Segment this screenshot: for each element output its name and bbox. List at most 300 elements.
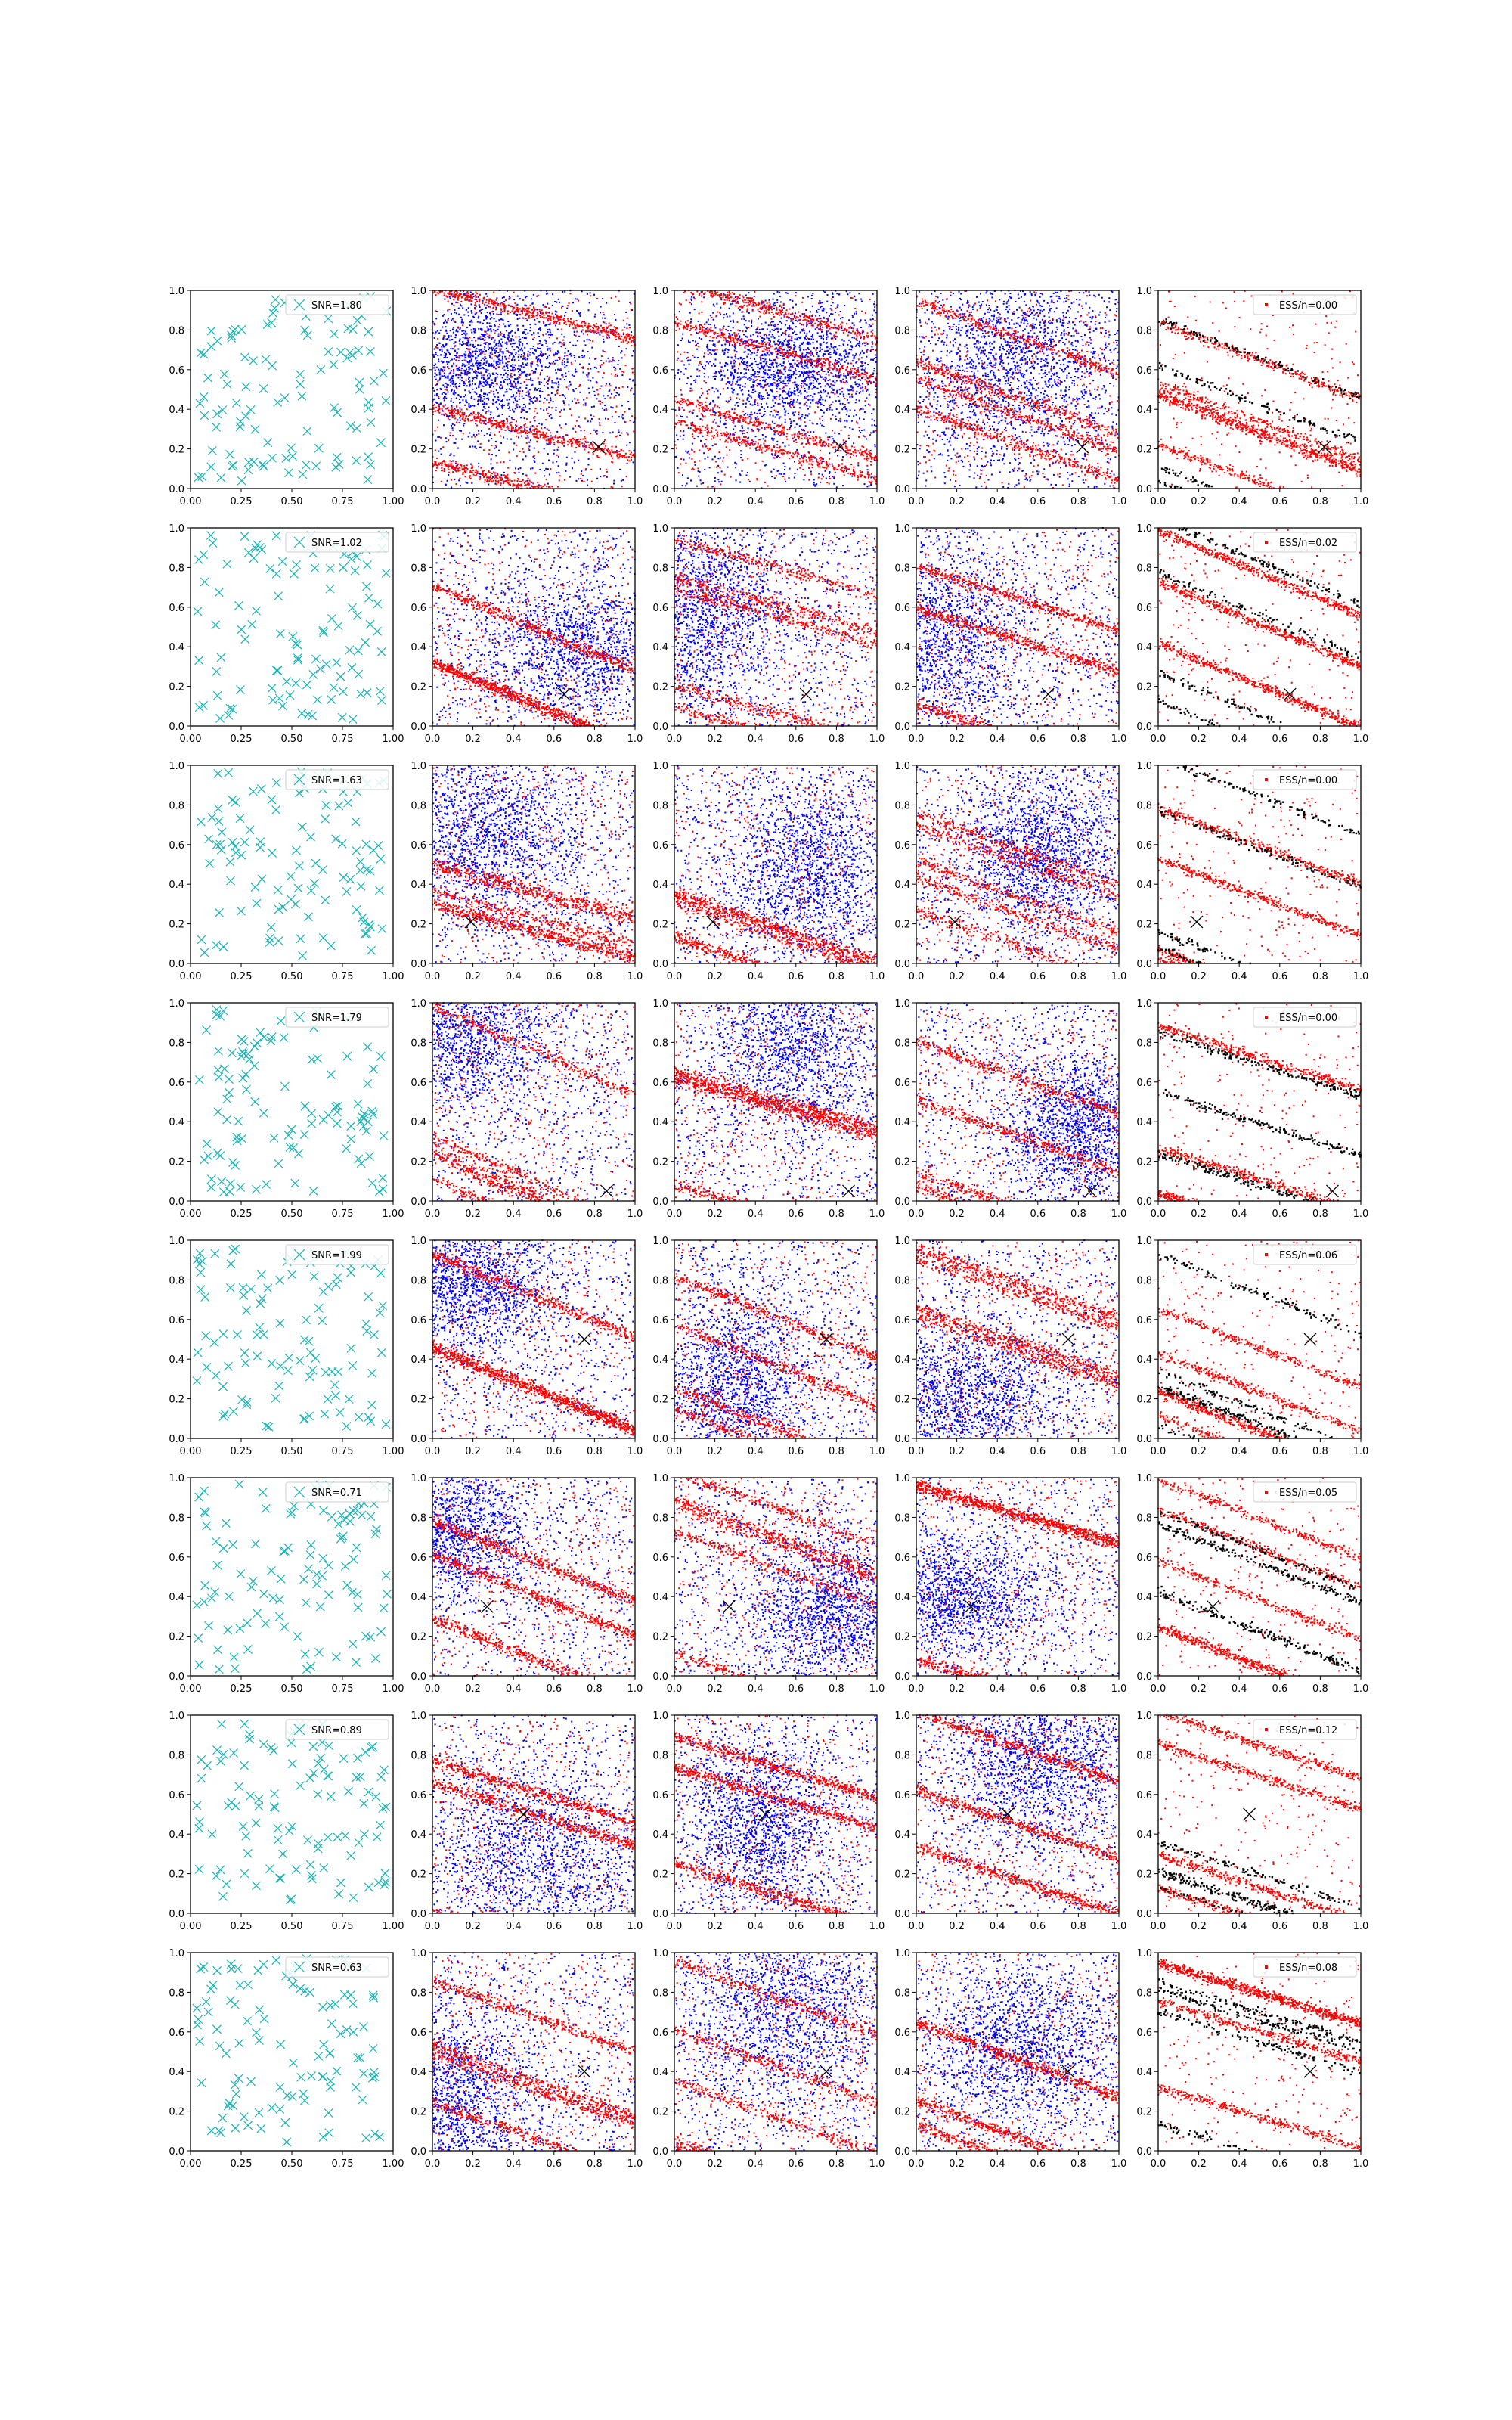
sensor-marker <box>242 383 250 391</box>
blue-sample-point <box>498 346 500 347</box>
sensor-marker <box>223 380 231 389</box>
blue-sample-point <box>473 337 475 338</box>
sensor-marker <box>366 347 374 355</box>
sensor-series <box>194 293 391 486</box>
blue-sample-point <box>517 328 519 330</box>
blue-sample-point <box>460 327 461 329</box>
blue-sample-point <box>543 323 544 324</box>
blue-sample-point <box>536 397 538 399</box>
blue-sample-point <box>563 400 565 402</box>
sensor-marker <box>352 424 361 433</box>
panel-r1-c2 <box>411 286 643 507</box>
blue-sample-point <box>570 384 572 386</box>
blue-sample-point <box>434 395 435 396</box>
blue-sample-point <box>545 366 547 368</box>
blue-sample-point <box>518 360 519 361</box>
blue-sample-point <box>540 408 541 410</box>
blue-sample-point <box>545 343 547 344</box>
blue-sample-point <box>471 332 472 334</box>
blue-sample-point <box>487 383 488 385</box>
blue-sample-point <box>539 401 541 402</box>
blue-sample-point <box>506 389 507 390</box>
sensor-marker <box>244 466 253 474</box>
blue-sample-point <box>462 360 463 361</box>
sensor-marker <box>259 384 268 392</box>
blue-sample-point <box>446 357 448 358</box>
blue-sample-point <box>468 315 469 316</box>
sensor-marker <box>352 457 361 465</box>
x-tick-label: 0.2 <box>465 496 481 507</box>
blue-sample-point <box>596 368 597 369</box>
blue-sample-point <box>478 317 479 318</box>
blue-sample-point <box>534 389 536 391</box>
blue-sample-point <box>512 335 513 337</box>
blue-sample-point <box>488 377 490 379</box>
blue-sample-point <box>510 352 511 353</box>
blue-sample-point <box>528 355 529 357</box>
sensor-marker <box>207 327 215 335</box>
blue-sample-point <box>531 370 533 371</box>
blue-sample-point <box>529 408 531 410</box>
blue-sample-point <box>506 342 507 343</box>
sensor-marker <box>217 473 225 482</box>
sensor-marker <box>330 361 338 369</box>
blue-sample-point <box>590 380 591 382</box>
blue-sample-point <box>600 306 602 308</box>
blue-sample-point <box>553 382 555 383</box>
y-tick-label: 1.0 <box>411 286 426 297</box>
blue-sample-point <box>545 340 547 342</box>
sensor-marker <box>274 399 282 407</box>
blue-sample-point <box>539 343 541 344</box>
blue-sample-point <box>503 380 504 381</box>
sensor-marker <box>197 349 205 357</box>
y-tick-label: 0.6 <box>169 365 184 377</box>
blue-sample-point <box>606 323 607 324</box>
x-tick-label: 0.75 <box>332 496 354 507</box>
blue-sample-point <box>479 310 481 312</box>
blue-sample-point <box>462 373 463 374</box>
blue-sample-point <box>568 371 569 372</box>
sensor-marker <box>367 461 375 469</box>
blue-sample-point <box>510 338 512 340</box>
blue-sample-point <box>463 337 464 338</box>
blue-sample-point <box>445 320 446 321</box>
blue-sample-point <box>569 342 571 343</box>
blue-sample-point <box>511 417 513 419</box>
blue-sample-point <box>554 342 556 343</box>
blue-sample-point <box>566 365 568 366</box>
blue-sample-point <box>510 386 511 387</box>
plot-frame <box>191 290 393 489</box>
blue-sample-point <box>538 321 540 323</box>
sensor-marker <box>302 461 310 469</box>
blue-sample-point <box>483 363 485 365</box>
y-tick-label: 0.2 <box>169 445 184 456</box>
blue-sample-point <box>529 389 531 390</box>
y-tick-label: 0.4 <box>411 405 426 416</box>
blue-sample-point <box>507 405 509 406</box>
blue-sample-point <box>451 303 453 305</box>
blue-sample-point <box>497 352 499 353</box>
blue-sample-point <box>519 365 520 367</box>
sensor-marker <box>280 394 289 402</box>
blue-sample-point <box>461 377 463 379</box>
blue-sample-point <box>490 352 491 354</box>
sensor-marker <box>348 351 356 359</box>
blue-sample-point <box>515 408 516 409</box>
sensor-marker <box>262 355 270 364</box>
blue-sample-point <box>525 329 527 330</box>
sensor-marker <box>213 410 222 418</box>
blue-sample-point <box>538 336 540 337</box>
blue-sample-point <box>497 376 498 377</box>
blue-sample-point <box>441 349 442 350</box>
blue-sample-point <box>493 393 494 395</box>
blue-sample-point <box>524 337 525 339</box>
blue-sample-point <box>440 330 442 331</box>
blue-sample-point <box>536 389 538 391</box>
blue-sample-point <box>462 341 463 343</box>
blue-sample-point <box>464 353 466 355</box>
blue-sample-point <box>479 349 480 351</box>
blue-sample-point <box>579 364 581 365</box>
blue-sample-point <box>448 318 449 319</box>
blue-sample-point <box>524 347 525 349</box>
blue-sample-point <box>513 419 515 420</box>
blue-sample-point <box>503 374 505 376</box>
sensor-marker <box>335 460 343 468</box>
sensor-marker <box>220 370 228 378</box>
sensor-marker <box>349 325 357 334</box>
blue-sample-point <box>475 423 476 424</box>
blue-sample-point <box>518 354 519 355</box>
blue-sample-point <box>513 381 515 383</box>
blue-sample-point <box>459 407 460 408</box>
blue-sample-point <box>485 408 486 409</box>
blue-sample-point <box>548 334 550 336</box>
blue-sample-point <box>487 336 488 337</box>
x-tick-label: 1.00 <box>383 496 404 507</box>
blue-sample-point <box>460 374 461 376</box>
blue-sample-point <box>442 350 443 352</box>
blue-sample-point <box>487 375 488 377</box>
blue-sample-point <box>562 306 563 307</box>
x-tick-label: 0.50 <box>281 496 303 507</box>
blue-sample-point <box>454 408 456 410</box>
blue-sample-point <box>469 344 471 346</box>
blue-sample-point <box>476 348 477 349</box>
blue-sample-point <box>473 346 475 348</box>
blue-sample-point <box>493 386 494 387</box>
blue-sample-point <box>459 417 460 418</box>
sensor-marker <box>303 427 311 436</box>
sensor-marker <box>251 425 259 433</box>
sensor-marker <box>237 476 246 485</box>
blue-sample-point <box>550 399 552 401</box>
blue-sample-point <box>538 388 539 389</box>
x-tick-label: 0.00 <box>180 496 202 507</box>
blue-sample-point <box>513 349 515 350</box>
blue-sample-point <box>442 327 443 328</box>
sensor-marker <box>317 365 325 374</box>
blue-sample-point <box>536 356 538 358</box>
blue-sample-point <box>488 440 490 442</box>
blue-sample-point <box>460 372 462 374</box>
blue-sample-point <box>563 343 565 344</box>
sensor-marker <box>282 454 290 462</box>
sensor-marker <box>237 325 246 334</box>
blue-sample-point <box>436 389 438 390</box>
sensor-marker <box>379 369 387 377</box>
blue-sample-point <box>514 374 516 376</box>
blue-sample-point <box>533 333 534 334</box>
blue-sample-point <box>512 346 513 347</box>
panel-r1-c1 <box>169 286 404 507</box>
sensor-marker <box>324 348 333 356</box>
sensor-marker <box>355 378 364 386</box>
blue-sample-point <box>579 315 581 317</box>
x-tick-label: 0.8 <box>587 496 603 507</box>
blue-sample-point <box>465 335 466 337</box>
blue-sample-point <box>525 395 527 396</box>
x-tick-label: 1.0 <box>627 496 643 507</box>
blue-sample-point <box>516 396 517 397</box>
blue-sample-point <box>472 389 473 390</box>
blue-sample-point <box>449 353 451 355</box>
blue-sample-point <box>544 427 546 429</box>
sensor-marker <box>367 418 375 427</box>
blue-sample-point <box>478 396 479 397</box>
blue-sample-point <box>507 374 509 376</box>
blue-sample-point <box>574 357 575 358</box>
blue-sample-point <box>447 366 448 368</box>
blue-sample-point <box>588 309 590 311</box>
sensor-marker <box>268 454 276 462</box>
blue-sample-point <box>463 322 464 324</box>
blue-sample-point <box>438 332 440 334</box>
blue-sample-point <box>451 365 453 367</box>
blue-sample-point <box>454 358 455 360</box>
blue-sample-point <box>442 384 444 386</box>
sensor-marker <box>333 453 341 461</box>
blue-sample-point <box>522 473 524 475</box>
sensor-marker <box>324 315 333 323</box>
blue-sample-point <box>464 405 466 406</box>
blue-sample-point <box>514 378 516 380</box>
blue-sample-point <box>548 460 550 461</box>
blue-sample-point <box>548 430 550 431</box>
blue-sample-point <box>534 324 536 325</box>
blue-sample-point <box>454 343 455 344</box>
blue-sample-point <box>453 363 454 365</box>
blue-sample-point <box>488 328 489 330</box>
blue-sample-point <box>502 368 503 369</box>
blue-sample-point <box>510 324 511 325</box>
blue-sample-point <box>533 346 534 347</box>
blue-sample-point <box>519 399 520 400</box>
blue-sample-point <box>497 396 499 398</box>
blue-sample-point <box>491 326 492 327</box>
blue-sample-point <box>469 321 471 323</box>
blue-sample-point <box>554 301 556 302</box>
blue-sample-point <box>471 329 472 330</box>
blue-sample-point <box>453 332 454 334</box>
sensor-marker <box>271 296 280 304</box>
x-tick-label: 0.25 <box>231 496 253 507</box>
blue-sample-point <box>587 351 589 352</box>
blue-sample-point <box>550 331 551 333</box>
sensor-marker <box>232 399 240 407</box>
blue-sample-point <box>454 442 455 444</box>
y-tick-label: 0.6 <box>411 365 426 377</box>
blue-sample-point <box>463 381 465 383</box>
blue-sample-point <box>540 362 541 364</box>
sensor-marker <box>382 396 390 405</box>
blue-sample-point <box>518 390 519 392</box>
sensor-marker <box>312 462 321 470</box>
blue-sample-point <box>522 396 523 397</box>
blue-sample-point <box>518 371 519 372</box>
blue-sample-point <box>450 379 451 380</box>
sensor-marker <box>296 380 305 389</box>
blue-sample-point <box>507 439 508 440</box>
blue-sample-point <box>526 320 528 321</box>
blue-sample-point <box>494 341 495 343</box>
y-tick-label: 0.0 <box>411 484 426 495</box>
sensor-marker <box>314 444 323 452</box>
blue-sample-point <box>484 399 485 400</box>
blue-sample-point <box>588 363 590 365</box>
blue-sample-point <box>496 347 497 349</box>
sensor-marker <box>208 446 216 455</box>
sensor-marker <box>330 404 339 412</box>
blue-sample-point <box>481 312 482 314</box>
blue-sample-point <box>485 350 487 352</box>
blue-sample-point <box>481 377 482 379</box>
blue-sample-point <box>444 352 445 353</box>
blue-sample-point <box>540 374 541 375</box>
blue-sample-point <box>452 383 454 384</box>
blue-sample-point <box>445 405 446 406</box>
blue-sample-point <box>472 355 473 356</box>
blue-sample-point <box>484 349 485 350</box>
sensor-marker <box>333 408 342 417</box>
blue-sample-point <box>479 373 481 374</box>
blue-sample-point <box>471 358 472 360</box>
blue-sample-point <box>451 370 452 371</box>
sensor-marker <box>346 422 355 430</box>
blue-sample-point <box>498 415 500 417</box>
blue-sample-point <box>463 423 465 424</box>
sensor-marker <box>364 453 373 461</box>
sensor-marker <box>296 370 304 378</box>
blue-sample-point <box>466 385 468 386</box>
blue-sample-point <box>527 358 528 359</box>
y-tick-label: 0.4 <box>169 405 184 416</box>
blue-sample-point <box>496 307 497 309</box>
sensor-marker <box>236 423 244 431</box>
sensor-marker <box>364 476 372 484</box>
blue-sample-point <box>520 356 522 358</box>
y-tick-label: 0.0 <box>169 484 184 495</box>
blue-sample-point <box>633 393 634 395</box>
blue-sample-point <box>482 400 484 402</box>
blue-sample-point <box>502 360 503 361</box>
blue-sample-point <box>555 410 556 411</box>
blue-sample-point <box>564 396 565 397</box>
blue-sample-point <box>486 362 488 364</box>
blue-sample-point <box>509 399 510 400</box>
blue-sample-point <box>502 362 503 364</box>
blue-sample-point <box>557 386 559 388</box>
y-tick-label: 1.0 <box>169 286 184 297</box>
blue-sample-point <box>475 328 476 330</box>
blue-sample-point <box>525 406 526 408</box>
blue-sample-point <box>533 371 534 373</box>
blue-sample-point <box>494 380 496 382</box>
blue-sample-point <box>603 395 604 396</box>
y-tick-label: 0.8 <box>411 325 426 337</box>
sensor-marker <box>299 470 307 479</box>
blue-sample-point <box>462 365 463 367</box>
blue-sample-point <box>436 367 438 368</box>
blue-sample-point <box>505 373 507 374</box>
blue-sample-point <box>489 312 491 314</box>
blue-sample-point <box>496 314 497 315</box>
sensor-marker <box>287 444 295 452</box>
sensor-marker <box>212 423 220 431</box>
blue-sample-point <box>498 334 500 335</box>
blue-sample-point <box>461 330 463 332</box>
blue-sample-point <box>468 381 469 383</box>
sensor-marker <box>226 450 234 458</box>
blue-sample-point <box>497 374 498 375</box>
blue-sample-point <box>516 392 517 394</box>
sensor-marker <box>370 377 378 385</box>
sensor-marker <box>246 405 255 414</box>
sensor-marker <box>298 392 306 400</box>
sensor-marker <box>284 469 293 477</box>
sensor-marker <box>355 385 364 393</box>
sensor-marker <box>204 374 212 382</box>
blue-sample-point <box>494 340 496 341</box>
blue-sample-point <box>479 394 481 396</box>
sensor-marker <box>200 411 209 420</box>
blue-sample-point <box>479 306 481 308</box>
blue-sample-point <box>434 337 435 339</box>
blue-sample-point <box>497 416 498 417</box>
blue-sample-point <box>486 398 488 399</box>
blue-sample-point <box>470 365 472 366</box>
blue-sample-point <box>454 390 455 392</box>
blue-sample-point <box>472 380 473 382</box>
blue-sample-point <box>479 381 481 383</box>
x-tick-label: 0.0 <box>425 496 441 507</box>
blue-sample-point <box>525 387 527 389</box>
sensor-marker <box>200 350 208 358</box>
sensor-marker <box>218 406 227 414</box>
blue-sample-point <box>515 368 516 370</box>
blue-sample-point <box>485 356 486 358</box>
blue-sample-point <box>493 347 494 349</box>
blue-sample-point <box>588 388 590 389</box>
blue-sample-point <box>485 337 486 338</box>
blue-sample-point <box>458 314 460 315</box>
sensor-marker <box>264 439 272 447</box>
sensor-marker <box>353 316 361 324</box>
sensor-marker <box>364 327 373 336</box>
